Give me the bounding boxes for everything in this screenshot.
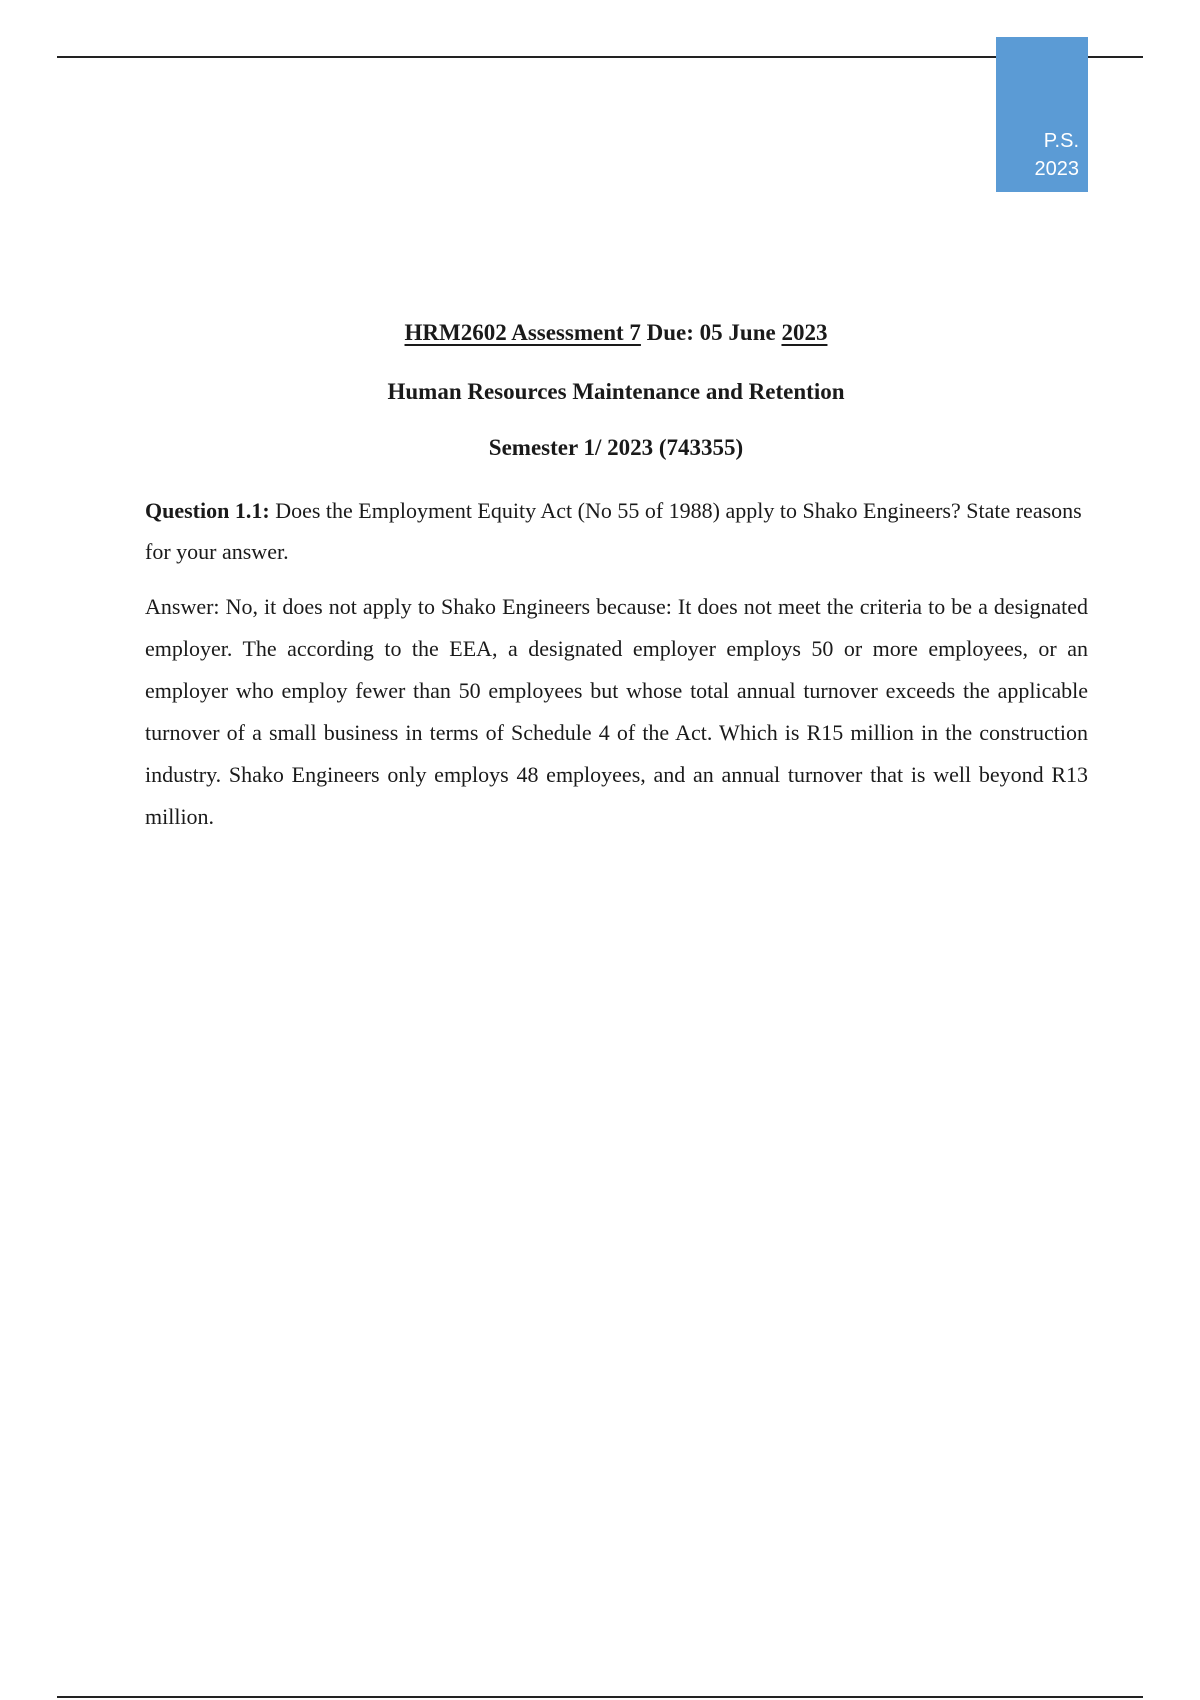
semester-line: Semester 1/ 2023 (743355): [488, 435, 744, 460]
question-label: Question 1.1:: [145, 498, 270, 523]
answer-paragraph: Answer: No, it does not apply to Shako Engineers because: It does not meet the criteria to be a designated employer. The according to the EEA, a designated employer employs 50 or more employees, or an employer who employ fewer than 50 employees but whose total annual turnover exceeds the applicable turnover of a small business in terms of Schedule 4 of the Act. Which is R15 million in the construction industry. Shako Engineers only employs 48 employees, and an annual turnover that is well beyond R13 million.: [145, 594, 1088, 829]
header-tab-badge: [996, 37, 1088, 192]
title-year: 2023: [781, 320, 828, 345]
document-title: [0, 318, 1200, 348]
document-subtitle: Human Resources Maintenance and Retention: [387, 379, 845, 404]
tab-initials: P.S.: [1043, 130, 1079, 152]
title-due: Due: 05 June: [640, 320, 776, 345]
header-rule: [57, 56, 1143, 58]
question-text: Does the Employment Equity Act (No 55 of 1988) apply to Shako Engineers? State reasons for your answer.: [145, 498, 1082, 564]
tab-year: 2023: [1034, 158, 1079, 180]
question-paragraph: [145, 490, 1090, 572]
title-course: HRM2602 Assessment 7: [404, 320, 641, 345]
footer-rule: [57, 1696, 1143, 1698]
